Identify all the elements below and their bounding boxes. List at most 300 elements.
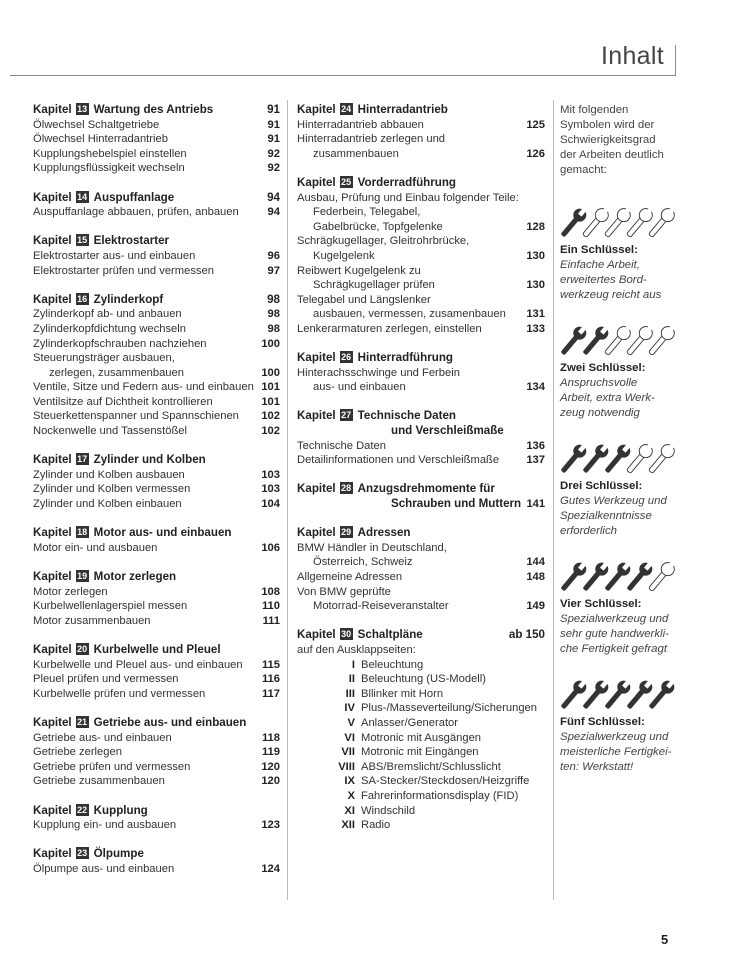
entry-title: Telegabel und Längslenker bbox=[297, 293, 431, 306]
wrench-rating-icon bbox=[558, 439, 698, 479]
kapitel-label: Kapitel bbox=[33, 234, 72, 248]
chapter-number-badge: 13 bbox=[77, 104, 88, 114]
chapter-page bbox=[521, 103, 545, 118]
entry-page: 137 bbox=[526, 454, 545, 467]
entry-page: 100 bbox=[261, 337, 280, 350]
entry-title: Reibwert Kugelgelenk zu bbox=[297, 264, 421, 277]
toc-entry[interactable] bbox=[297, 205, 545, 220]
entry-title: Getriebe prüfen und vermessen bbox=[33, 760, 191, 773]
wrench-rating-icon bbox=[558, 557, 698, 597]
intro-line: Mit folgenden bbox=[560, 104, 629, 116]
chapter-title-text: Motor zerlegen bbox=[93, 570, 177, 583]
level-description: zeug notwendig bbox=[560, 407, 640, 419]
chapter-heading-line2 bbox=[297, 497, 545, 512]
chapter-heading[interactable] bbox=[33, 804, 280, 819]
entry-page: 149 bbox=[526, 600, 545, 613]
entry-title: Hinterradantrieb abbauen bbox=[297, 118, 424, 131]
wrench-rating-icon bbox=[558, 675, 698, 715]
toc-entry[interactable] bbox=[33, 658, 280, 673]
chapter-title-text: Wartung des Antriebs bbox=[93, 103, 214, 116]
chapter-heading[interactable] bbox=[33, 293, 280, 308]
entry-page bbox=[521, 585, 545, 600]
entry-title: Motorrad-Reiseveranstalter bbox=[313, 600, 449, 613]
chapter-title-text: Kupplung bbox=[93, 803, 148, 817]
kapitel-label: Kapitel bbox=[33, 715, 72, 729]
entry-title: Von BMW geprüfte bbox=[297, 585, 391, 598]
entry-title: Steuerkettenspanner und Spannschienen bbox=[33, 410, 239, 423]
chapter-number-badge: 29 bbox=[341, 527, 352, 538]
wiring-diagram-title: Fahrerinformationsdisplay (FID) bbox=[361, 789, 519, 802]
toc-entry[interactable] bbox=[297, 278, 545, 293]
chapter-page bbox=[256, 453, 280, 468]
entry-title: Zylinder und Kolben vermessen bbox=[33, 483, 191, 496]
level-description: werkzeug reicht aus bbox=[560, 289, 662, 301]
toc-entry[interactable] bbox=[297, 643, 545, 658]
wiring-diagram-entry[interactable] bbox=[297, 774, 545, 789]
entry-page: 92 bbox=[267, 162, 280, 175]
entry-page bbox=[521, 541, 545, 556]
chapter-page: 94 bbox=[267, 190, 280, 204]
chapter-heading[interactable] bbox=[33, 570, 280, 585]
toc-column-left bbox=[33, 103, 280, 876]
entry-title: ausbauen, vermessen, zusamenbauen bbox=[313, 308, 506, 321]
toc-entry[interactable] bbox=[297, 293, 545, 308]
roman-numeral: III bbox=[345, 687, 355, 700]
header-rule-vertical bbox=[675, 45, 676, 75]
toc-entry[interactable] bbox=[297, 570, 545, 585]
roman-numeral: I bbox=[351, 658, 355, 671]
entry-page: 108 bbox=[261, 585, 280, 598]
entry-title: Elektrostarter prüfen und vermessen bbox=[33, 264, 214, 277]
wiring-diagram-entry[interactable] bbox=[297, 731, 545, 746]
level-title: Vier Schlüssel: bbox=[560, 598, 642, 610]
roman-numeral: IV bbox=[344, 702, 355, 715]
toc-chapter bbox=[33, 526, 280, 555]
toc-entry[interactable] bbox=[297, 599, 545, 614]
roman-numeral: V bbox=[347, 716, 355, 729]
toc-entry[interactable] bbox=[297, 249, 545, 264]
toc-entry[interactable] bbox=[33, 687, 280, 702]
chapter-heading[interactable] bbox=[33, 191, 280, 206]
chapter-title-line2: und Verschleißmaße bbox=[391, 424, 504, 438]
chapter-page bbox=[256, 716, 280, 731]
kapitel-label: Kapitel bbox=[33, 292, 72, 306]
chapter-title bbox=[33, 570, 256, 585]
toc-entry[interactable] bbox=[33, 147, 280, 162]
toc-entry[interactable] bbox=[33, 132, 280, 147]
entry-title: Kupplung ein- und ausbauen bbox=[33, 819, 177, 832]
entry-page bbox=[521, 205, 545, 220]
toc-entry[interactable] bbox=[33, 366, 280, 381]
chapter-title-text: Ölpumpe bbox=[93, 847, 144, 861]
toc-entry[interactable] bbox=[297, 307, 545, 322]
kapitel-label: Kapitel bbox=[297, 482, 336, 496]
entry-page: 117 bbox=[261, 687, 280, 700]
wiring-diagram-entry[interactable] bbox=[297, 804, 545, 819]
column-divider bbox=[553, 100, 554, 900]
chapter-page bbox=[256, 643, 280, 658]
kapitel-label: Kapitel bbox=[297, 628, 336, 642]
entry-page: 130 bbox=[526, 279, 545, 292]
level-description: Gutes Werkzeug und bbox=[560, 495, 667, 507]
chapter-heading[interactable] bbox=[33, 103, 280, 118]
chapter-page: 91 bbox=[267, 103, 280, 116]
chapter-title-text: Zylinderkopf bbox=[93, 292, 164, 306]
entry-page: 104 bbox=[261, 498, 280, 511]
wiring-diagram-title: Bllinker mit Horn bbox=[361, 687, 444, 700]
entry-title: Motor zusammenbauen bbox=[33, 614, 151, 627]
chapter-title bbox=[33, 716, 256, 731]
toc-entry[interactable] bbox=[297, 147, 545, 162]
difficulty-level bbox=[560, 203, 700, 303]
entry-title: Gabelbrücke, Topfgelenke bbox=[313, 220, 443, 233]
header-rule bbox=[10, 75, 676, 76]
roman-numeral: VI bbox=[344, 731, 355, 744]
entry-title: Hinterradantrieb zerlegen und bbox=[297, 133, 446, 146]
entry-page: 133 bbox=[526, 322, 545, 335]
chapter-heading[interactable] bbox=[297, 526, 545, 541]
chapter-heading[interactable] bbox=[33, 716, 280, 731]
chapter-title-text: Anzugsdrehmomente für bbox=[357, 482, 495, 496]
entry-title: Pleuel prüfen und vermessen bbox=[33, 673, 179, 686]
toc-entry[interactable] bbox=[297, 118, 545, 133]
entry-title: Getriebe aus- und einbauen bbox=[33, 731, 172, 744]
level-title: Zwei Schlüssel: bbox=[560, 362, 646, 374]
entry-title: Ölpumpe aus- und einbauen bbox=[33, 862, 175, 875]
toc-entry[interactable] bbox=[33, 322, 280, 337]
roman-numeral: VII bbox=[341, 746, 355, 759]
entry-title: Kupplungshebelspiel einstellen bbox=[33, 147, 187, 160]
toc-entry[interactable] bbox=[297, 453, 545, 468]
entry-page: 94 bbox=[267, 206, 280, 219]
chapter-title bbox=[297, 176, 521, 191]
toc-column-middle bbox=[297, 103, 545, 833]
chapter-heading[interactable] bbox=[297, 409, 545, 424]
toc-entry[interactable] bbox=[297, 555, 545, 570]
level-description: ten: Werkstatt! bbox=[560, 761, 634, 773]
chapter-number-badge: 17 bbox=[77, 454, 88, 465]
entry-page: 100 bbox=[261, 366, 280, 379]
level-title: Ein Schlüssel: bbox=[560, 244, 638, 256]
wiring-diagram-entry[interactable] bbox=[297, 760, 545, 775]
chapter-title-text: Vorderradführung bbox=[357, 175, 456, 189]
entry-page: 131 bbox=[526, 308, 545, 321]
entry-title: Österreich, Schweiz bbox=[313, 556, 413, 569]
entry-page bbox=[521, 132, 545, 147]
entry-title: zerlegen, zusammenbauen bbox=[49, 366, 184, 379]
difficulty-level bbox=[560, 675, 700, 775]
wiring-diagram-entry[interactable] bbox=[297, 701, 545, 716]
entry-page: 118 bbox=[261, 731, 280, 744]
entry-page: 91 bbox=[267, 118, 280, 131]
entry-page: 102 bbox=[261, 410, 280, 423]
kapitel-label: Kapitel bbox=[33, 453, 72, 467]
chapter-title bbox=[33, 643, 256, 658]
chapter-title-text: Zylinder und Kolben bbox=[93, 453, 206, 467]
entry-title: Schrägkugellager prüfen bbox=[313, 279, 435, 292]
entry-title: Schrägkugellager, Gleitrohrbrücke, bbox=[297, 235, 470, 248]
chapter-page bbox=[256, 526, 280, 541]
roman-numeral: XII bbox=[341, 819, 355, 832]
toc-entry[interactable] bbox=[33, 118, 280, 133]
entry-title: Getriebe zusammenbauen bbox=[33, 775, 165, 788]
toc-entry[interactable] bbox=[33, 351, 280, 366]
entry-page: 120 bbox=[261, 760, 280, 773]
entry-title: Kurbelwelle prüfen und vermessen bbox=[33, 687, 206, 700]
wiring-diagram-title: Beleuchtung (US-Modell) bbox=[361, 673, 486, 686]
toc-chapter bbox=[297, 526, 545, 614]
level-description: Spezialwerkzeug und bbox=[560, 731, 669, 743]
entry-page: 101 bbox=[261, 395, 280, 408]
toc-entry[interactable] bbox=[33, 468, 280, 483]
chapter-number-badge: 19 bbox=[77, 571, 88, 581]
chapter-heading[interactable] bbox=[33, 453, 280, 468]
toc-entry[interactable] bbox=[33, 205, 280, 220]
toc-chapter bbox=[33, 191, 280, 220]
entry-page: 102 bbox=[261, 425, 280, 438]
wiring-diagram-title: Motronic mit Ausgängen bbox=[361, 731, 482, 744]
chapter-page bbox=[256, 804, 280, 819]
toc-chapter bbox=[297, 176, 545, 337]
entry-page: 103 bbox=[261, 483, 280, 496]
kapitel-label: Kapitel bbox=[33, 190, 72, 204]
entry-title: Ausbau, Prüfung und Einbau folgender Teile: bbox=[297, 191, 519, 204]
entry-title: Kupplungsflüssigkeit wechseln bbox=[33, 162, 185, 175]
toc-entry[interactable] bbox=[297, 439, 545, 454]
wiring-diagram-title: Beleuchtung bbox=[361, 658, 424, 671]
chapter-heading[interactable] bbox=[297, 176, 545, 191]
chapter-heading[interactable] bbox=[297, 628, 545, 643]
toc-entry[interactable] bbox=[33, 745, 280, 760]
toc-entry[interactable] bbox=[33, 264, 280, 279]
roman-numeral: VIII bbox=[338, 760, 355, 773]
kapitel-label: Kapitel bbox=[33, 103, 72, 116]
entry-title: Kugelgelenk bbox=[313, 249, 375, 262]
chapter-number-badge: 20 bbox=[77, 643, 88, 654]
chapter-title bbox=[33, 847, 256, 862]
kapitel-label: Kapitel bbox=[33, 642, 72, 656]
entry-page: 91 bbox=[267, 133, 280, 146]
wiring-diagram-entry[interactable] bbox=[297, 687, 545, 702]
difficulty-legend bbox=[560, 103, 700, 775]
chapter-heading[interactable] bbox=[297, 482, 545, 497]
chapter-number-badge: 25 bbox=[341, 176, 352, 187]
intro-line: gemacht: bbox=[560, 164, 607, 176]
chapter-title-text: Elektrostarter bbox=[93, 234, 170, 248]
toc-chapter bbox=[33, 103, 280, 176]
chapter-title bbox=[33, 293, 256, 308]
toc-chapter bbox=[33, 293, 280, 439]
chapter-heading[interactable] bbox=[33, 643, 280, 658]
entry-title: Hinterachsschwinge und Ferbein bbox=[297, 366, 460, 379]
toc-entry[interactable] bbox=[33, 249, 280, 264]
toc-chapter bbox=[33, 570, 280, 628]
chapter-heading[interactable] bbox=[297, 351, 545, 366]
chapter-number-badge: 28 bbox=[341, 483, 352, 494]
chapter-title-text: Adressen bbox=[357, 526, 411, 540]
entry-page bbox=[521, 234, 545, 249]
entry-page: 116 bbox=[261, 673, 280, 686]
chapter-number-badge: 23 bbox=[77, 848, 88, 859]
entry-title: Ölwechsel Hinterradantrieb bbox=[33, 133, 168, 146]
difficulty-level bbox=[560, 439, 700, 539]
toc-entry[interactable] bbox=[33, 161, 280, 176]
toc-entry[interactable] bbox=[33, 337, 280, 352]
intro-line: der Arbeiten deutlich bbox=[560, 149, 664, 161]
wiring-diagram-entry[interactable] bbox=[297, 716, 545, 731]
toc-entry[interactable] bbox=[33, 672, 280, 687]
wiring-diagram-entry[interactable] bbox=[297, 745, 545, 760]
intro-line: Schwierigkeitsgrad bbox=[560, 134, 656, 146]
chapter-title-text: Schaltpläne bbox=[357, 628, 423, 642]
toc-entry[interactable] bbox=[297, 132, 545, 147]
entry-title: Auspuffanlage abbauen, prüfen, anbauen bbox=[33, 206, 239, 219]
chapter-title bbox=[297, 526, 521, 541]
chapter-number-badge: 15 bbox=[77, 235, 88, 246]
kapitel-label: Kapitel bbox=[33, 803, 72, 817]
toc-entry[interactable] bbox=[33, 409, 280, 424]
toc-entry[interactable] bbox=[33, 731, 280, 746]
entry-page: 98 bbox=[267, 308, 280, 321]
toc-entry[interactable] bbox=[297, 220, 545, 235]
entry-page: 148 bbox=[526, 571, 545, 583]
level-description: erforderlich bbox=[560, 525, 617, 537]
chapter-number-badge: 14 bbox=[77, 191, 88, 202]
entry-page: 97 bbox=[267, 264, 280, 277]
chapter-title bbox=[297, 409, 545, 424]
column-divider bbox=[287, 100, 288, 900]
chapter-number-badge: 27 bbox=[341, 410, 352, 421]
chapter-page bbox=[256, 234, 280, 249]
entry-page: 101 bbox=[261, 381, 280, 394]
toc-entry[interactable] bbox=[33, 585, 280, 600]
toc-chapter bbox=[297, 409, 545, 467]
entry-page bbox=[256, 351, 280, 366]
chapter-page bbox=[256, 847, 280, 862]
chapter-page: 98 bbox=[267, 292, 280, 306]
wiring-diagram-entry[interactable] bbox=[297, 818, 545, 833]
entry-title: Federbein, Telegabel, bbox=[313, 206, 421, 219]
chapter-title-text: Auspuffanlage bbox=[93, 190, 175, 204]
toc-entry[interactable] bbox=[33, 307, 280, 322]
entry-title: Nockenwelle und Tassenstößel bbox=[33, 425, 188, 438]
toc-entry[interactable] bbox=[297, 541, 545, 556]
chapter-page bbox=[521, 526, 545, 541]
entry-title: aus- und einbauen bbox=[313, 381, 406, 394]
chapter-title bbox=[297, 482, 545, 497]
chapter-page bbox=[521, 424, 545, 439]
chapter-heading[interactable] bbox=[297, 103, 545, 118]
wiring-diagram-entry[interactable] bbox=[297, 658, 545, 673]
toc-entry[interactable] bbox=[33, 395, 280, 410]
wiring-diagram-title: Plus-/Masseverteilung/Sicherungen bbox=[361, 702, 537, 715]
entry-title: Zylinderkopfschrauben nachziehen bbox=[33, 337, 207, 350]
chapter-title-text: Kurbelwelle und Pleuel bbox=[93, 642, 221, 656]
level-description: meisterliche Fertigkei- bbox=[560, 746, 672, 758]
toc-entry[interactable] bbox=[33, 497, 280, 512]
toc-entry[interactable] bbox=[297, 380, 545, 395]
toc-entry[interactable] bbox=[297, 322, 545, 337]
kapitel-label: Kapitel bbox=[33, 570, 72, 583]
chapter-heading[interactable] bbox=[33, 847, 280, 862]
toc-entry[interactable] bbox=[33, 818, 280, 833]
chapter-number-badge: 21 bbox=[77, 716, 88, 727]
toc-entry[interactable] bbox=[33, 760, 280, 775]
entry-page: 130 bbox=[526, 249, 545, 262]
entry-page: 110 bbox=[261, 600, 280, 613]
toc-entry[interactable] bbox=[33, 482, 280, 497]
difficulty-level bbox=[560, 557, 700, 657]
toc-entry[interactable] bbox=[33, 614, 280, 629]
entry-title: zusammenbauen bbox=[313, 147, 399, 160]
wiring-diagram-entry[interactable] bbox=[297, 789, 545, 804]
toc-chapter bbox=[297, 103, 545, 161]
chapter-title-text: Technische Daten bbox=[357, 409, 457, 423]
chapter-title bbox=[297, 351, 521, 366]
entry-title: Zylinder und Kolben ausbauen bbox=[33, 468, 185, 481]
entry-page: 120 bbox=[261, 775, 280, 788]
toc-entry[interactable] bbox=[297, 191, 545, 206]
roman-numeral: XI bbox=[344, 804, 355, 817]
entry-page: 124 bbox=[261, 862, 280, 875]
entry-page bbox=[521, 293, 545, 308]
level-description: erweitertes Bord- bbox=[560, 274, 647, 286]
chapter-heading[interactable] bbox=[33, 234, 280, 249]
toc-entry[interactable] bbox=[33, 424, 280, 439]
toc-entry[interactable] bbox=[33, 541, 280, 556]
toc-entry[interactable] bbox=[297, 366, 545, 381]
chapter-title-line2: Schrauben und Muttern bbox=[391, 497, 522, 511]
level-description: sehr gute handwerkli- bbox=[560, 628, 669, 640]
toc-entry[interactable] bbox=[33, 380, 280, 395]
entry-title: auf den Ausklappseiten: bbox=[297, 643, 416, 656]
page-number: 5 bbox=[661, 932, 669, 947]
toc-entry[interactable] bbox=[297, 585, 545, 600]
entry-page bbox=[521, 643, 545, 658]
toc-chapter bbox=[297, 351, 545, 395]
chapter-title bbox=[297, 103, 521, 118]
toc-entry[interactable] bbox=[297, 234, 545, 249]
chapter-number-badge: 22 bbox=[77, 804, 88, 815]
wiring-diagram-entry[interactable] bbox=[297, 672, 545, 687]
entry-title: Ventilsitze auf Dichtheit kontrollieren bbox=[33, 395, 213, 408]
toc-entry[interactable] bbox=[33, 862, 280, 877]
chapter-title bbox=[33, 191, 256, 206]
chapter-title-text: Hinterradführung bbox=[357, 351, 453, 365]
level-title: Drei Schlüssel: bbox=[560, 480, 643, 492]
wiring-diagram-title: Motronic mit Eingängen bbox=[361, 746, 479, 759]
entry-page bbox=[521, 264, 545, 279]
chapter-page: ab 150 bbox=[508, 628, 545, 642]
toc-entry[interactable] bbox=[33, 599, 280, 614]
toc-entry[interactable] bbox=[297, 264, 545, 279]
entry-title: Getriebe zerlegen bbox=[33, 746, 122, 759]
entry-page: 115 bbox=[261, 658, 280, 671]
wrench-rating-icon bbox=[558, 321, 698, 361]
chapter-title bbox=[33, 453, 256, 468]
kapitel-label: Kapitel bbox=[297, 526, 336, 540]
chapter-title bbox=[33, 804, 256, 819]
chapter-heading[interactable] bbox=[33, 526, 280, 541]
chapter-title-text: Motor aus- und einbauen bbox=[93, 526, 232, 540]
entry-page: 98 bbox=[267, 322, 280, 335]
roman-numeral: IX bbox=[344, 775, 355, 788]
entry-title: Zylinderkopfdichtung wechseln bbox=[33, 322, 186, 335]
toc-chapter bbox=[297, 628, 545, 832]
roman-numeral: X bbox=[347, 789, 355, 802]
toc-entry[interactable] bbox=[33, 774, 280, 789]
chapter-number-badge: 24 bbox=[341, 104, 352, 114]
